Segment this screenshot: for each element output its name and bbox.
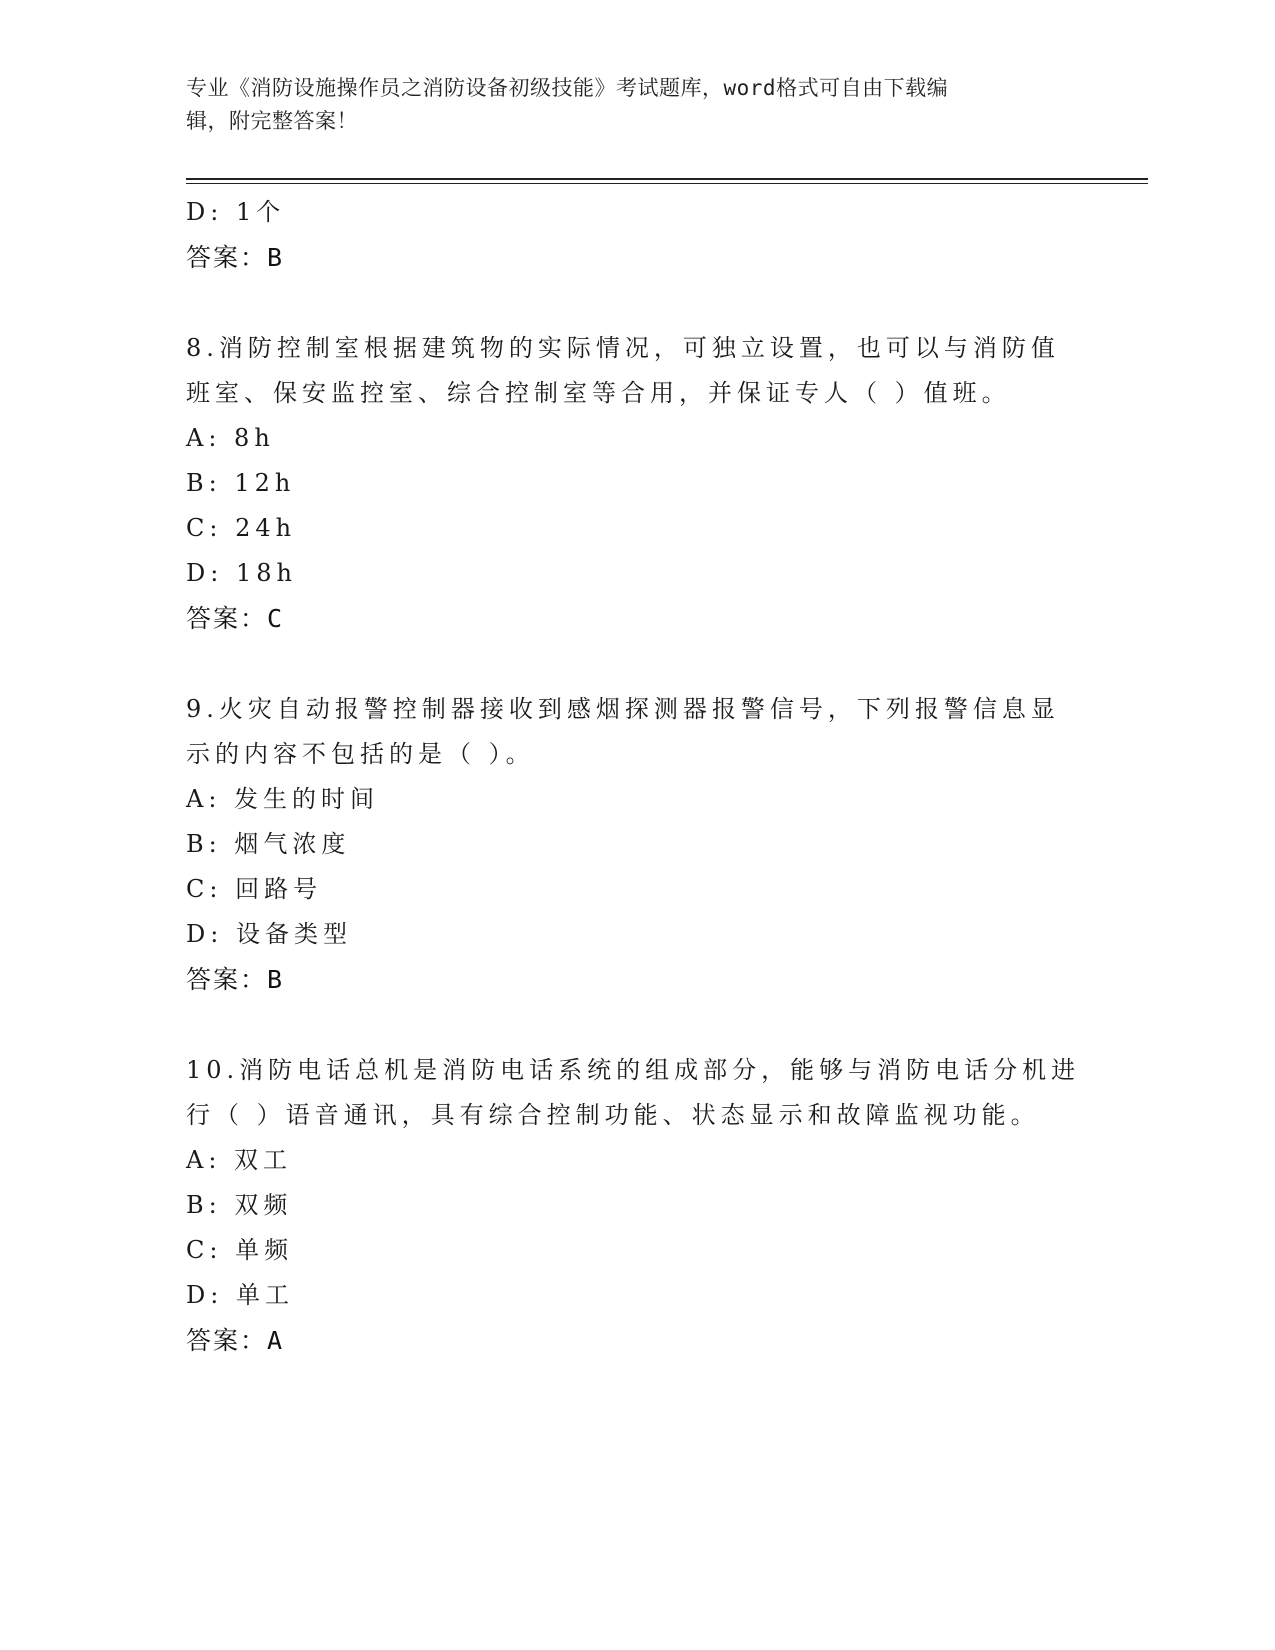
answer-line: 答案：B: [186, 243, 285, 272]
option-d: D: 设备类型: [186, 920, 352, 948]
option-a: A: 双工: [186, 1146, 293, 1174]
header-divider-thick: [186, 178, 1148, 180]
question-list: [186, 190, 1086, 1363]
option-a: A: 8h: [186, 424, 275, 452]
header-divider-thin: [186, 183, 1148, 184]
option-b: B: 烟气浓度: [186, 830, 351, 858]
option-c: C: 单频: [186, 1236, 294, 1264]
question-9: [186, 687, 1086, 1002]
question-stem: [186, 326, 1086, 416]
question-stem: [186, 1048, 1086, 1138]
stem-line: 示的内容不包括的是（ ）。: [186, 740, 535, 768]
question-10: [186, 1048, 1086, 1363]
option-c: C: 24h: [186, 514, 297, 542]
answer-line: 答案：A: [186, 1326, 285, 1355]
document-header: [186, 72, 1066, 138]
option-a: A: 发生的时间: [186, 785, 380, 813]
stem-line: 10.消防电话总机是消防电话系统的组成部分，能够与消防电话分机进: [186, 1056, 1081, 1084]
option-d: D: 18h: [186, 559, 297, 587]
question-stem: [186, 687, 1086, 777]
header-line-2: 辑，附完整答案！: [186, 109, 358, 133]
stem-line: 班室、保安监控室、综合控制室等合用，并保证专人（ ）值班。: [186, 379, 1011, 407]
stem-line: 行（ ）语音通讯，具有综合控制功能、状态显示和故障监视功能。: [186, 1101, 1040, 1129]
option-c: C: 回路号: [186, 875, 323, 903]
header-line-1: 专业《消防设施操作员之消防设备初级技能》考试题库，word格式可自由下载编: [186, 76, 949, 100]
previous-question-tail: [186, 190, 1086, 280]
stem-line: 9.火灾自动报警控制器接收到感烟探测器报警信号，下列报警信息显: [186, 695, 1060, 723]
option-d: D: 单工: [186, 1281, 294, 1309]
option-b: B: 双频: [186, 1191, 293, 1219]
stem-line: 8.消防控制室根据建筑物的实际情况，可独立设置，也可以与消防值: [186, 334, 1060, 362]
option-b: B: 12h: [186, 469, 296, 497]
answer-line: 答案：C: [186, 604, 285, 633]
answer-line: 答案：B: [186, 965, 285, 994]
question-8: [186, 326, 1086, 641]
option-d: D: 1个: [186, 198, 286, 226]
